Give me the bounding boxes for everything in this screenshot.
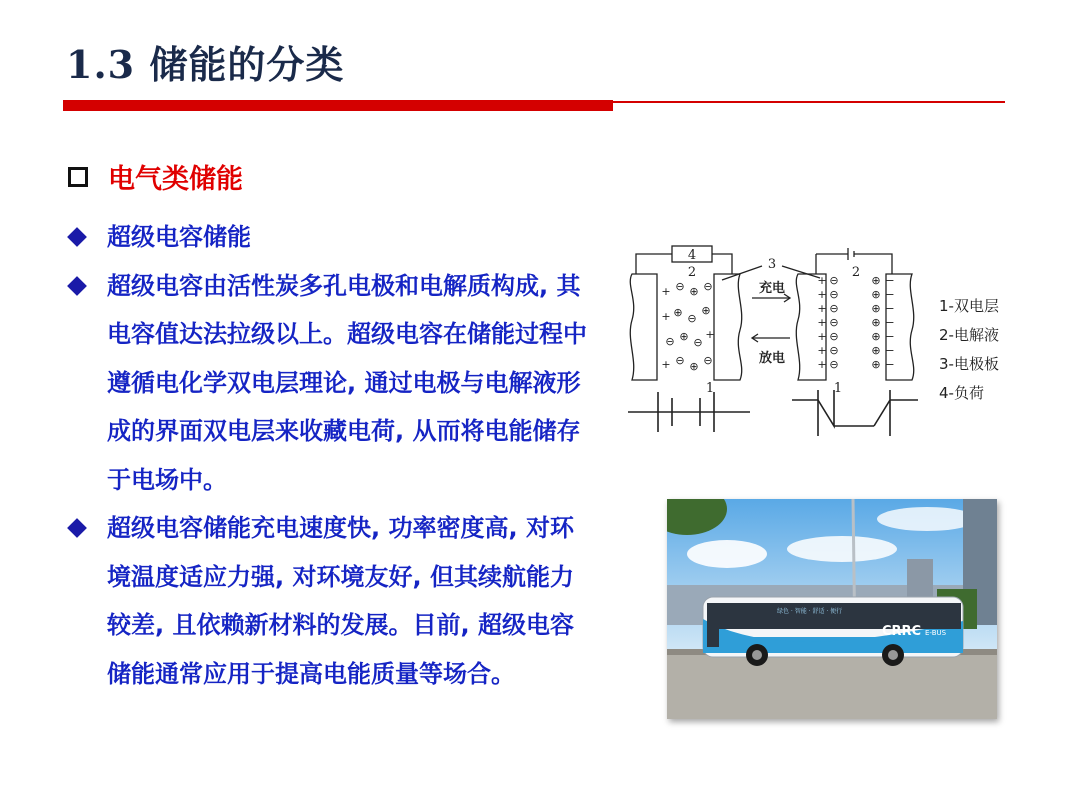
load-label: 4: [687, 248, 697, 263]
svg-text:⊖: ⊖: [687, 312, 697, 325]
svg-text:⊕: ⊕: [871, 330, 881, 343]
diamond-bullet-icon: [67, 276, 87, 296]
svg-text:+: +: [817, 288, 827, 301]
bullet-text: 超级电容储能充电速度快, 功率密度高, 对环境温度适应力强, 对环境友好, 但其续航能力较差, 且依赖新材料的发展。目前, 超级电容储能通常应用于提高电能质量等场合。: [107, 514, 574, 688]
slide-title: 1.3 储能的分类: [66, 42, 345, 87]
bus-slogan-text: 绿色 · 智能 · 舒适 · 便行: [777, 608, 843, 615]
legend-item: 1-双电层: [939, 297, 999, 315]
electrode-plate-label: 3: [767, 257, 777, 272]
svg-text:+: +: [661, 285, 671, 298]
svg-text:⊕: ⊕: [871, 344, 881, 357]
svg-text:⊕: ⊕: [871, 358, 881, 371]
legend-item: 4-负荷: [939, 384, 984, 402]
diamond-bullet-icon: [67, 227, 87, 247]
bullet-item: [66, 213, 596, 262]
svg-text:−: −: [885, 274, 895, 287]
charge-label: 充电: [758, 281, 786, 296]
bullet-text: 超级电容储能: [107, 223, 251, 251]
svg-text:⊖: ⊖: [829, 288, 839, 301]
svg-text:−: −: [885, 302, 895, 315]
title-underline-thin: [613, 101, 1005, 103]
svg-text:⊕: ⊕: [673, 306, 683, 319]
diamond-bullet-icon: [67, 518, 87, 538]
double-layer-label: 1: [705, 381, 715, 396]
svg-text:⊖: ⊖: [829, 274, 839, 287]
svg-text:⊖: ⊖: [829, 330, 839, 343]
svg-text:⊕: ⊕: [679, 330, 689, 343]
svg-text:⊕: ⊕: [689, 360, 699, 373]
svg-text:−: −: [885, 344, 895, 357]
svg-text:+: +: [817, 344, 827, 357]
svg-text:⊕: ⊕: [871, 316, 881, 329]
svg-text:+: +: [817, 330, 827, 343]
svg-text:⊕: ⊕: [701, 304, 711, 317]
svg-text:⊖: ⊖: [829, 316, 839, 329]
discharge-label: 放电: [758, 351, 786, 366]
electrode-plate: [630, 274, 657, 380]
bus-brand-text: CRRC: [882, 624, 922, 639]
svg-text:⊖: ⊖: [703, 354, 713, 367]
svg-text:⊖: ⊖: [703, 280, 713, 293]
svg-text:−: −: [885, 316, 895, 329]
bullet-item: [66, 504, 596, 698]
bus-photo: [667, 499, 997, 719]
svg-text:+: +: [817, 316, 827, 329]
svg-text:+: +: [817, 302, 827, 315]
svg-text:+: +: [817, 358, 827, 371]
diagram-legend: [939, 292, 999, 408]
svg-text:⊕: ⊕: [871, 302, 881, 315]
svg-text:⊖: ⊖: [675, 280, 685, 293]
bullet-text: 超级电容由活性炭多孔电极和电解质构成, 其电容值达法拉级以上。超级电容在储能过程中遵循电化学双电层理论, 通过电极与电解液形成的界面双电层来收藏电荷, 从而将电能储存于电场中。: [107, 271, 587, 494]
bullet-item: [66, 262, 596, 505]
svg-text:⊖: ⊖: [665, 335, 675, 348]
title-underline-thick: [63, 100, 613, 111]
svg-text:⊖: ⊖: [693, 336, 703, 349]
svg-text:⊖: ⊖: [829, 344, 839, 357]
svg-text:−: −: [885, 288, 895, 301]
svg-text:⊕: ⊕: [871, 288, 881, 301]
svg-text:⊖: ⊖: [675, 354, 685, 367]
svg-text:−: −: [885, 330, 895, 343]
svg-text:−: −: [885, 358, 895, 371]
svg-text:⊖: ⊖: [829, 358, 839, 371]
double-layer-label: 1: [833, 381, 843, 396]
electrolyte-label: 2: [851, 265, 861, 280]
bullet-list: [66, 213, 596, 698]
svg-text:⊖: ⊖: [829, 302, 839, 315]
checkbox-square-icon: [68, 167, 88, 187]
potential-profile: [628, 390, 918, 436]
svg-text:+: +: [661, 358, 671, 371]
bus-model-text: E-BUS: [925, 629, 947, 637]
legend-item: 2-电解液: [939, 326, 999, 344]
svg-text:⊕: ⊕: [871, 274, 881, 287]
section-heading: [68, 157, 243, 196]
svg-text:+: +: [705, 328, 715, 341]
electrode-plate: [714, 274, 742, 380]
section-label: 电气类储能: [108, 164, 243, 195]
svg-text:+: +: [817, 274, 827, 287]
electrolyte-label: 2: [687, 265, 697, 280]
legend-item: 3-电极板: [939, 355, 999, 373]
svg-text:⊕: ⊕: [689, 285, 699, 298]
svg-text:+: +: [661, 310, 671, 323]
